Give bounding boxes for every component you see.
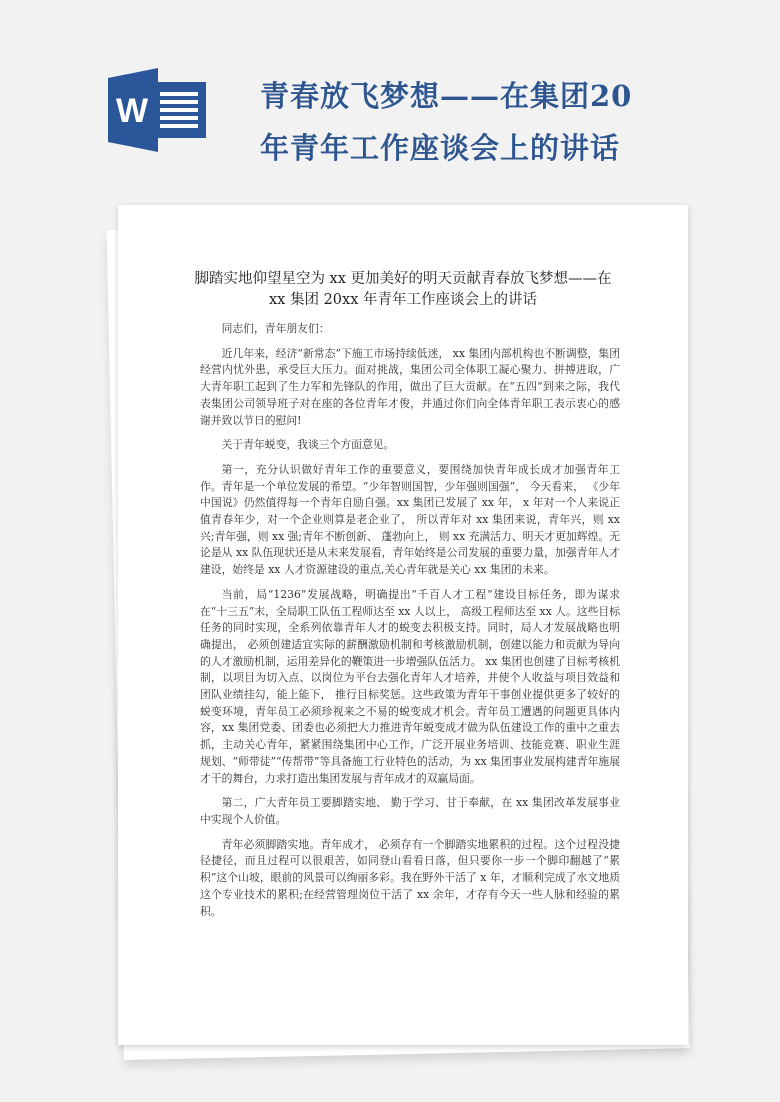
paragraph: 青年必须脚踏实地。青年成才， 必须存有一个脚踏实地累积的过程。这个过程没捷径捷径，而且过程可以很艰苦，如同登山看看日落，但只要你一步一个脚印翻越了“累积”这个山坡，眼前的风景可以绚丽多彩。我在野外干活了 x 年，才顺利完成了水文地质这个专业技术的累积;在经营管理岗位干活了 xx 余年，才存有今天一些人脉和经验的累积。 bbox=[200, 837, 620, 918]
word-document-icon bbox=[108, 68, 208, 152]
paragraph: 关于青年蜕变，我谈三个方面意见。 bbox=[221, 438, 395, 452]
paragraph: 近几年来，经济“新常态”下施工市场持续低迷， xx 集团内部机构也不断调整，集团经营内忧外患，承受巨大压力。面对挑战，集团公司全体职工凝心聚力、拼搏进取，广大青年职工起到了生力军和先锋队的作用，做出了巨大贡献。在“五四”到来之际，我代表集团公司领导班子对在座的各位青年才俊，并通过你们向全体青年职工表示衷心的感谢并致以节日的慰问! bbox=[200, 346, 620, 427]
paragraph: 第一，充分认识做好青年工作的重要意义，要围绕加快青年成长成才加强青年工作。青年是一个单位发展的希望。“少年智则国智，少年强则国强”， 今天看来， 《少年中国说》仍然值得每一个青年自励自强。xx 集团已发展了 xx 年， x 年对一个人来说正值青春年少，对一个企业则算是老企业了， 所以青年对 xx 集团来说，青年兴，则 xx 兴;青年强，则 xx 强;青年不断创新、 蓬勃向上， 则 xx 充满活力、明天才更加辉煌。无论是从 xx 队伍现状还是从未来发展看，青年始终是公司发展的重要力量，加强青年人才建设，始终是 xx 人才资源建设的重点,关心青年就是关心 xx 集团的未来。 bbox=[200, 462, 620, 577]
word-icon-letter: W bbox=[115, 92, 149, 130]
document-body bbox=[200, 321, 620, 928]
paragraph: 当前，局“1236”发展战略，明确提出“千百人才工程”建设目标任务，即为谋求在“十三五”末，全局职工队伍工程师达至 xx 人以上， 高级工程师达至 xx 人。这些目标任务的同时实现，全系列依靠青年人才的蜕变去积极支持。同时，局人才发展战略也明确提出， 必须创建适宜实际的薪酬激励机制和考核激励机制，创建以能力和贡献为导向的人才激励机制，运用差异化的鞭策进一步增强队伍活力。 xx 集团也创建了目标考核机制，以项目为切入点、以岗位为平台去强化青年人才培养，并使个人收益与项目效益和团队业绩挂勾，能上能下， 推行目标奖惩。这些政策为青年干事创业提供更多了较好的蜕变环境，青年员工必须珍视来之不易的蜕变成才机会。青年员工遭遇的问题更具体内容，xx 集团党委、团委也必须把大力推进青年蜕变成才做为队伍建设工作的重中之重去抓，主动关心青年，紧紧围绕集团中心工作，广泛开展业务培训、技能竞赛、职业生涯规划、“师带徒”“传帮带”等具备施工行业特色的活动，为 xx 集团事业发展构建青年施展才干的舞台，力求打造出集团发展与青年成才的双赢局面。 bbox=[200, 587, 620, 785]
greeting: 同志们，青年朋友们： bbox=[221, 322, 330, 335]
document-page bbox=[118, 205, 688, 1045]
document-title: 脚踏实地仰望星空为 xx 更加美好的明天贡献青春放飞梦想——在 xx 集团 20xx 年青年工作座谈会上的讲话 bbox=[194, 271, 612, 308]
paragraph: 第二，广大青年员工要脚踏实地、 勤于学习、甘于奉献，在 xx 集团改革发展事业中实现个人价值。 bbox=[200, 796, 620, 826]
page-title: 青春放飞梦想——在集团20年青年工作座谈会上的讲话 bbox=[260, 79, 633, 165]
